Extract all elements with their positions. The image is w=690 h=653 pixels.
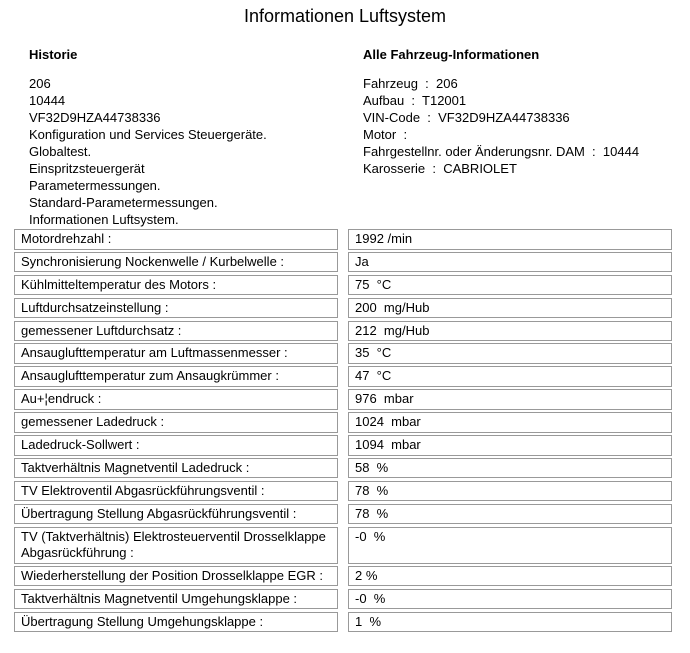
parameter-value-cell: 78 % <box>348 481 672 502</box>
parameter-label-cell: Wiederherstellung der Position Drosselklappe EGR : <box>14 566 338 587</box>
parameter-row-5 <box>14 343 672 364</box>
parameter-value-cell: 212 mg/Hub <box>348 321 672 342</box>
parameter-row-2 <box>14 275 672 296</box>
parameters-table <box>14 229 672 632</box>
page-title: Informationen Luftsystem <box>243 6 447 26</box>
parameter-row-14 <box>14 566 672 587</box>
parameter-value-cell: 1024 mbar <box>348 412 672 433</box>
vehicle-info-item-4: Fahrgestellnr. oder Änderungsnr. DAM : 10444 <box>363 144 640 159</box>
history-heading: Historie <box>29 47 78 62</box>
history-item-6: Parametermessungen. <box>29 178 161 193</box>
parameter-value-cell: 976 mbar <box>348 389 672 410</box>
parameter-row-0 <box>14 229 672 250</box>
parameter-row-6 <box>14 366 672 387</box>
vehicle-info-item-1: Aufbau : T12001 <box>363 93 467 108</box>
history-section <box>0 47 363 229</box>
vehicle-info-item-0: Fahrzeug : 206 <box>363 76 458 91</box>
parameter-row-9 <box>14 435 672 456</box>
parameter-label-cell: Übertragung Stellung Abgasrückführungsventil : <box>14 504 338 525</box>
history-list <box>29 75 363 228</box>
parameter-row-1 <box>14 252 672 273</box>
vehicle-info-item-3: Motor : <box>363 127 408 142</box>
parameter-label-cell: Taktverhältnis Magnetventil Ladedruck : <box>14 458 338 479</box>
parameter-row-8 <box>14 412 672 433</box>
parameter-value-cell: 58 % <box>348 458 672 479</box>
parameter-value-cell: 200 mg/Hub <box>348 298 672 319</box>
parameter-label-cell: Au+¦endruck : <box>14 389 338 410</box>
parameter-row-3 <box>14 298 672 319</box>
history-item-4: Globaltest. <box>29 144 92 159</box>
parameter-value-cell: -0 % <box>348 527 672 564</box>
parameter-label-cell: Ansauglufttemperatur zum Ansaugkrümmer : <box>14 366 338 387</box>
parameter-label-cell: Motordrehzahl : <box>14 229 338 250</box>
history-item-8: Informationen Luftsystem. <box>29 212 179 227</box>
history-item-3: Konfiguration und Services Steuergeräte. <box>29 127 267 142</box>
parameter-label-cell: Synchronisierung Nockenwelle / Kurbelwelle : <box>14 252 338 273</box>
history-item-5: Einspritzsteuergerät <box>29 161 145 176</box>
history-item-7: Standard-Parametermessungen. <box>29 195 218 210</box>
vehicle-info-list <box>363 75 690 177</box>
parameter-label-cell: TV (Taktverhältnis) Elektrosteuerventil Drosselklappe Abgasrückführung : <box>14 527 338 564</box>
parameter-row-11 <box>14 481 672 502</box>
vehicle-info-item-5: Karosserie : CABRIOLET <box>363 161 517 176</box>
parameter-label-cell: gemessener Luftdurchsatz : <box>14 321 338 342</box>
parameter-label-cell: Luftdurchsatzeinstellung : <box>14 298 338 319</box>
parameter-value-cell: -0 % <box>348 589 672 610</box>
parameter-value-cell: 1094 mbar <box>348 435 672 456</box>
parameter-label-cell: gemessener Ladedruck : <box>14 412 338 433</box>
parameter-row-10 <box>14 458 672 479</box>
parameter-value-cell: 75 °C <box>348 275 672 296</box>
parameter-row-7 <box>14 389 672 410</box>
parameter-value-cell: 35 °C <box>348 343 672 364</box>
parameter-value-cell: 1992 /min <box>348 229 672 250</box>
parameter-row-13 <box>14 527 672 564</box>
history-item-2: VF32D9HZA44738336 <box>29 110 161 125</box>
parameter-value-cell: 2 % <box>348 566 672 587</box>
vehicle-info-item-2: VIN-Code : VF32D9HZA44738336 <box>363 110 570 125</box>
parameter-value-cell: 47 °C <box>348 366 672 387</box>
parameter-label-cell: Ladedruck-Sollwert : <box>14 435 338 456</box>
parameter-label-cell: Kühlmitteltemperatur des Motors : <box>14 275 338 296</box>
history-item-1: 10444 <box>29 93 66 108</box>
parameter-value-cell: 1 % <box>348 612 672 633</box>
parameter-label-cell: Ansauglufttemperatur am Luftmassenmesser : <box>14 343 338 364</box>
parameter-value-cell: 78 % <box>348 504 672 525</box>
parameter-label-cell: TV Elektroventil Abgasrückführungsventil : <box>14 481 338 502</box>
parameter-row-16 <box>14 612 672 633</box>
parameter-row-4 <box>14 321 672 342</box>
vehicle-info-heading: Alle Fahrzeug-Informationen <box>363 47 540 62</box>
parameter-label-cell: Übertragung Stellung Umgehungsklappe : <box>14 612 338 633</box>
parameter-label-cell: Taktverhältnis Magnetventil Umgehungsklappe : <box>14 589 338 610</box>
parameter-row-15 <box>14 589 672 610</box>
vehicle-info-section <box>363 47 690 229</box>
header-info-area <box>0 47 690 229</box>
history-item-0: 206 <box>29 76 51 91</box>
parameter-row-12 <box>14 504 672 525</box>
parameter-value-cell: Ja <box>348 252 672 273</box>
